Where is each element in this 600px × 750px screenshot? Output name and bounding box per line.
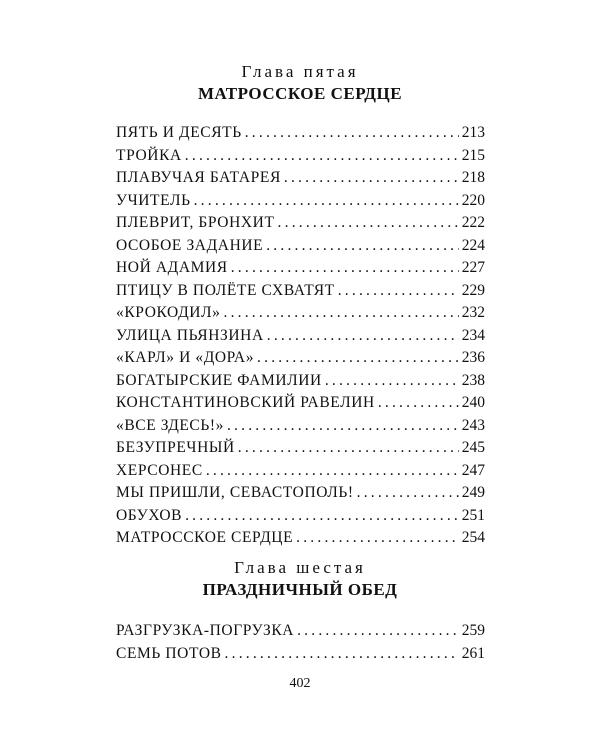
toc-entry[interactable] (116, 394, 485, 417)
toc-leader-dots (185, 147, 459, 165)
toc-entry-title: ХЕРСОНЕС (116, 461, 203, 479)
toc-entry-page: 251 (461, 506, 485, 524)
toc-entry-title: СЕМЬ ПОТОВ (116, 644, 222, 662)
toc-entry-title: МЫ ПРИШЛИ, СЕВАСТОПОЛЬ! (116, 484, 354, 501)
toc-entry-title: ОСОБОЕ ЗАДАНИЕ (116, 236, 264, 254)
toc-leader-dots (378, 394, 459, 412)
toc-entry[interactable] (116, 327, 485, 350)
toc-entry-page: 254 (461, 529, 485, 546)
toc-leader-dots (266, 237, 459, 255)
toc-entry-title: КОНСТАНТИНОВСКИЙ РАВЕЛИН (116, 394, 375, 411)
toc-leader-dots (278, 214, 459, 232)
toc-entry-title: ПЛАВУЧАЯ БАТАРЕЯ (116, 169, 281, 186)
toc-entry-title: ОБУХОВ (116, 506, 183, 524)
toc-entry[interactable] (116, 417, 485, 440)
toc-entry-page: 236 (461, 349, 485, 366)
chapter-5-label: Глава пятая (241, 62, 359, 81)
toc-entry-page: 229 (461, 281, 485, 299)
toc-entry-page: 222 (461, 214, 485, 231)
toc-entry-title: РАЗГРУЗКА-ПОГРУЗКА (116, 622, 295, 639)
toc-leader-dots (338, 282, 459, 300)
toc-leader-dots (185, 507, 459, 525)
chapter-6-toc (116, 622, 485, 667)
toc-entry-title: БОГАТЫРСКИЕ ФАМИЛИИ (116, 371, 322, 389)
toc-entry-title: ТРОЙКА (116, 146, 182, 164)
toc-entry-title: УЛИЦА ПЬЯНЗИНА (116, 326, 264, 344)
chapter-6-label: Глава шестая (234, 558, 366, 577)
toc-leader-dots (257, 349, 459, 367)
toc-entry[interactable] (116, 645, 485, 668)
toc-leader-dots (296, 529, 459, 547)
toc-entry-title: БЕЗУПРЕЧНЫЙ (116, 439, 235, 456)
toc-entry[interactable] (116, 439, 485, 462)
toc-entry-page: 218 (461, 169, 485, 186)
toc-entry-title: УЧИТЕЛЬ (116, 191, 191, 209)
toc-entry[interactable] (116, 124, 485, 147)
toc-leader-dots (267, 327, 459, 345)
toc-entry[interactable] (116, 237, 485, 260)
toc-entry[interactable] (116, 282, 485, 305)
toc-entry[interactable] (116, 259, 485, 282)
toc-entry-page: 213 (461, 124, 485, 141)
toc-leader-dots (231, 259, 459, 277)
toc-leader-dots (227, 417, 459, 435)
toc-entry[interactable] (116, 192, 485, 215)
toc-entry-page: 234 (461, 326, 485, 344)
toc-leader-dots (297, 622, 459, 640)
toc-entry-page: 232 (461, 304, 485, 321)
chapter-5-title: МАТРОССКОЕ СЕРДЦЕ (197, 84, 403, 103)
toc-entry[interactable] (116, 169, 485, 192)
toc-entry-page: 215 (461, 146, 485, 164)
toc-entry-page: 220 (461, 191, 485, 209)
page-number: 402 (289, 676, 311, 691)
toc-entry-title: ПЯТЬ И ДЕСЯТЬ (116, 124, 242, 141)
toc-entry-title: ПЛЕВРИТ, БРОНХИТ (116, 214, 275, 231)
toc-entry[interactable] (116, 507, 485, 530)
chapter-5-toc (116, 124, 485, 552)
toc-entry-page: 259 (461, 622, 485, 639)
toc-leader-dots (357, 484, 459, 502)
toc-entry-page: 245 (461, 439, 485, 456)
toc-entry-page: 261 (461, 644, 485, 662)
toc-entry-page: 240 (461, 394, 485, 411)
toc-entry-title: «КРОКОДИЛ» (116, 304, 221, 321)
toc-entry-title: ПТИЦУ В ПОЛЁТЕ СХВАТЯТ (116, 281, 335, 299)
toc-entry[interactable] (116, 304, 485, 327)
toc-entry-page: 243 (461, 416, 485, 434)
toc-entry[interactable] (116, 349, 485, 372)
toc-entry-title: «ВСЕ ЗДЕСЬ!» (116, 416, 224, 434)
toc-entry-page: 238 (461, 371, 485, 389)
toc-entry[interactable] (116, 462, 485, 485)
toc-leader-dots (284, 169, 459, 187)
toc-entry-page: 247 (461, 461, 485, 479)
toc-entry[interactable] (116, 622, 485, 645)
toc-entry-title: МАТРОССКОЕ СЕРДЦЕ (116, 529, 294, 546)
toc-leader-dots (225, 645, 459, 663)
toc-entry[interactable] (116, 484, 485, 507)
toc-entry-page: 227 (461, 259, 485, 276)
toc-leader-dots (245, 124, 459, 142)
toc-leader-dots (325, 372, 459, 390)
toc-entry-page: 249 (461, 484, 485, 501)
toc-entry[interactable] (116, 214, 485, 237)
toc-entry-title: «КАРЛ» И «ДОРА» (116, 349, 255, 366)
toc-entry[interactable] (116, 529, 485, 552)
toc-leader-dots (238, 439, 459, 457)
toc-leader-dots (224, 304, 459, 322)
toc-entry[interactable] (116, 147, 485, 170)
chapter-6-title: ПРАЗДНИЧНЫЙ ОБЕД (202, 580, 398, 599)
toc-leader-dots (206, 462, 459, 480)
toc-entry-page: 224 (461, 236, 485, 254)
toc-entry-title: НОЙ АДАМИЯ (116, 259, 228, 276)
toc-entry[interactable] (116, 372, 485, 395)
toc-leader-dots (194, 192, 459, 210)
